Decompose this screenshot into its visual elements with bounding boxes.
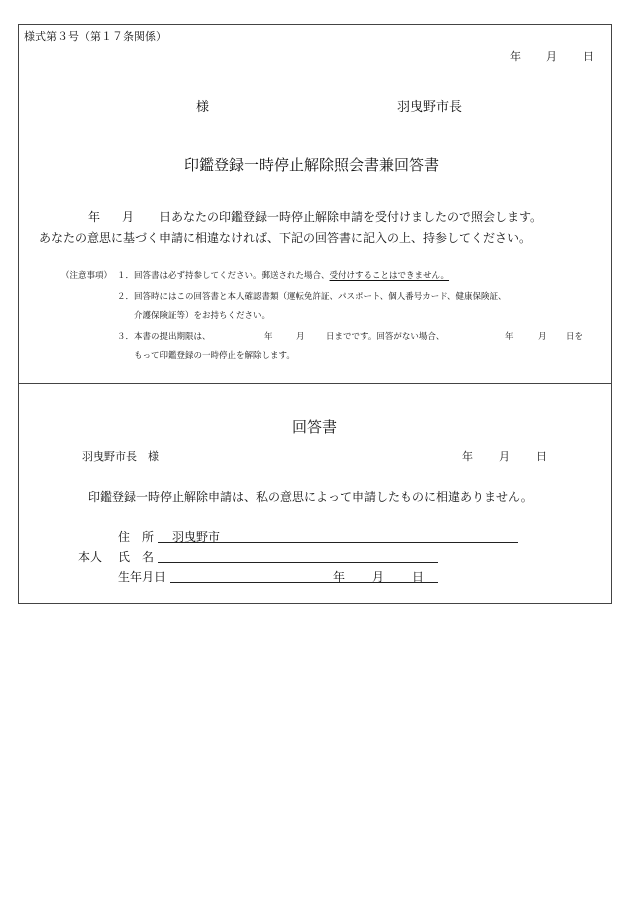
reply-addressee: 羽曳野市長 様 bbox=[82, 450, 159, 463]
note-1-number: １． bbox=[117, 271, 135, 281]
reply-statement: 印鑑登録一時停止解除申請は、私の意思によって申請したものに相違ありません。 bbox=[88, 490, 533, 504]
page-title: 印鑑登録一時停止解除照会書兼回答書 bbox=[184, 156, 440, 174]
note-3-month-2: 月 bbox=[538, 332, 547, 342]
note-3-deadline-text: 本書の提出期限は、 bbox=[134, 332, 211, 342]
notes-label: （注意事項） bbox=[61, 271, 113, 281]
note-2-line1: 回答時にはこの回答書と本人確認書類（運転免許証、パスポート、個人番号カード、健康保険証、 bbox=[134, 292, 507, 302]
note-3-until-text: 日までです。回答がない場合、 bbox=[326, 332, 445, 342]
reply-date-day: 日 bbox=[536, 450, 547, 463]
note-2-number: ２． bbox=[117, 292, 135, 302]
note-3-number: ３． bbox=[117, 332, 135, 342]
top-date-day: 日 bbox=[583, 50, 594, 63]
form-number: 様式第３号（第１７条関係） bbox=[24, 30, 167, 43]
dob-day: 日 bbox=[412, 570, 425, 584]
reply-date-month: 月 bbox=[499, 450, 510, 463]
note-1-text: 回答書は必ず持参してください。郵送された場合、受付けすることはできません。 bbox=[134, 271, 450, 281]
note-2-line2: 介護保険証等）をお持ちください。 bbox=[134, 311, 271, 321]
address-label: 住 所 bbox=[118, 530, 155, 544]
dob-month: 月 bbox=[372, 570, 385, 584]
body-line1: 日あなたの印鑑登録一時停止解除申請を受付けましたので照会します。 bbox=[159, 210, 543, 224]
dob-year: 年 bbox=[333, 570, 346, 584]
note-3-day-2: 日を bbox=[566, 332, 584, 342]
body-line2: あなたの意思に基づく申請に相違なければ、下記の回答書に記入の上、持参してください。 bbox=[39, 231, 532, 245]
top-date-month: 月 bbox=[546, 50, 557, 63]
addressee-sama: 様 bbox=[196, 100, 210, 115]
name-label: 氏 名 bbox=[118, 550, 155, 564]
dob-label: 生年月日 bbox=[118, 570, 167, 584]
address-underline bbox=[158, 542, 518, 543]
body-year: 年 bbox=[88, 210, 101, 224]
note-3-year-2: 年 bbox=[505, 332, 514, 342]
section-divider bbox=[18, 383, 612, 384]
top-date-year: 年 bbox=[510, 50, 521, 63]
dob-field[interactable] bbox=[170, 582, 438, 583]
form-frame bbox=[18, 24, 612, 604]
reply-title: 回答書 bbox=[292, 418, 338, 436]
address-field[interactable]: 羽曳野市 bbox=[172, 530, 221, 544]
mayor-title: 羽曳野市長 bbox=[397, 100, 463, 115]
reply-date-year: 年 bbox=[462, 450, 473, 463]
note-3-line2: もって印鑑登録の一時停止を解除します。 bbox=[134, 351, 295, 361]
note-3-year: 年 bbox=[264, 332, 273, 342]
note-3-month: 月 bbox=[296, 332, 305, 342]
note-1-underlined: 受付けすることはできません。 bbox=[329, 271, 450, 281]
body-month: 月 bbox=[122, 210, 135, 224]
person-label: 本人 bbox=[78, 550, 103, 564]
name-field[interactable] bbox=[158, 562, 438, 563]
